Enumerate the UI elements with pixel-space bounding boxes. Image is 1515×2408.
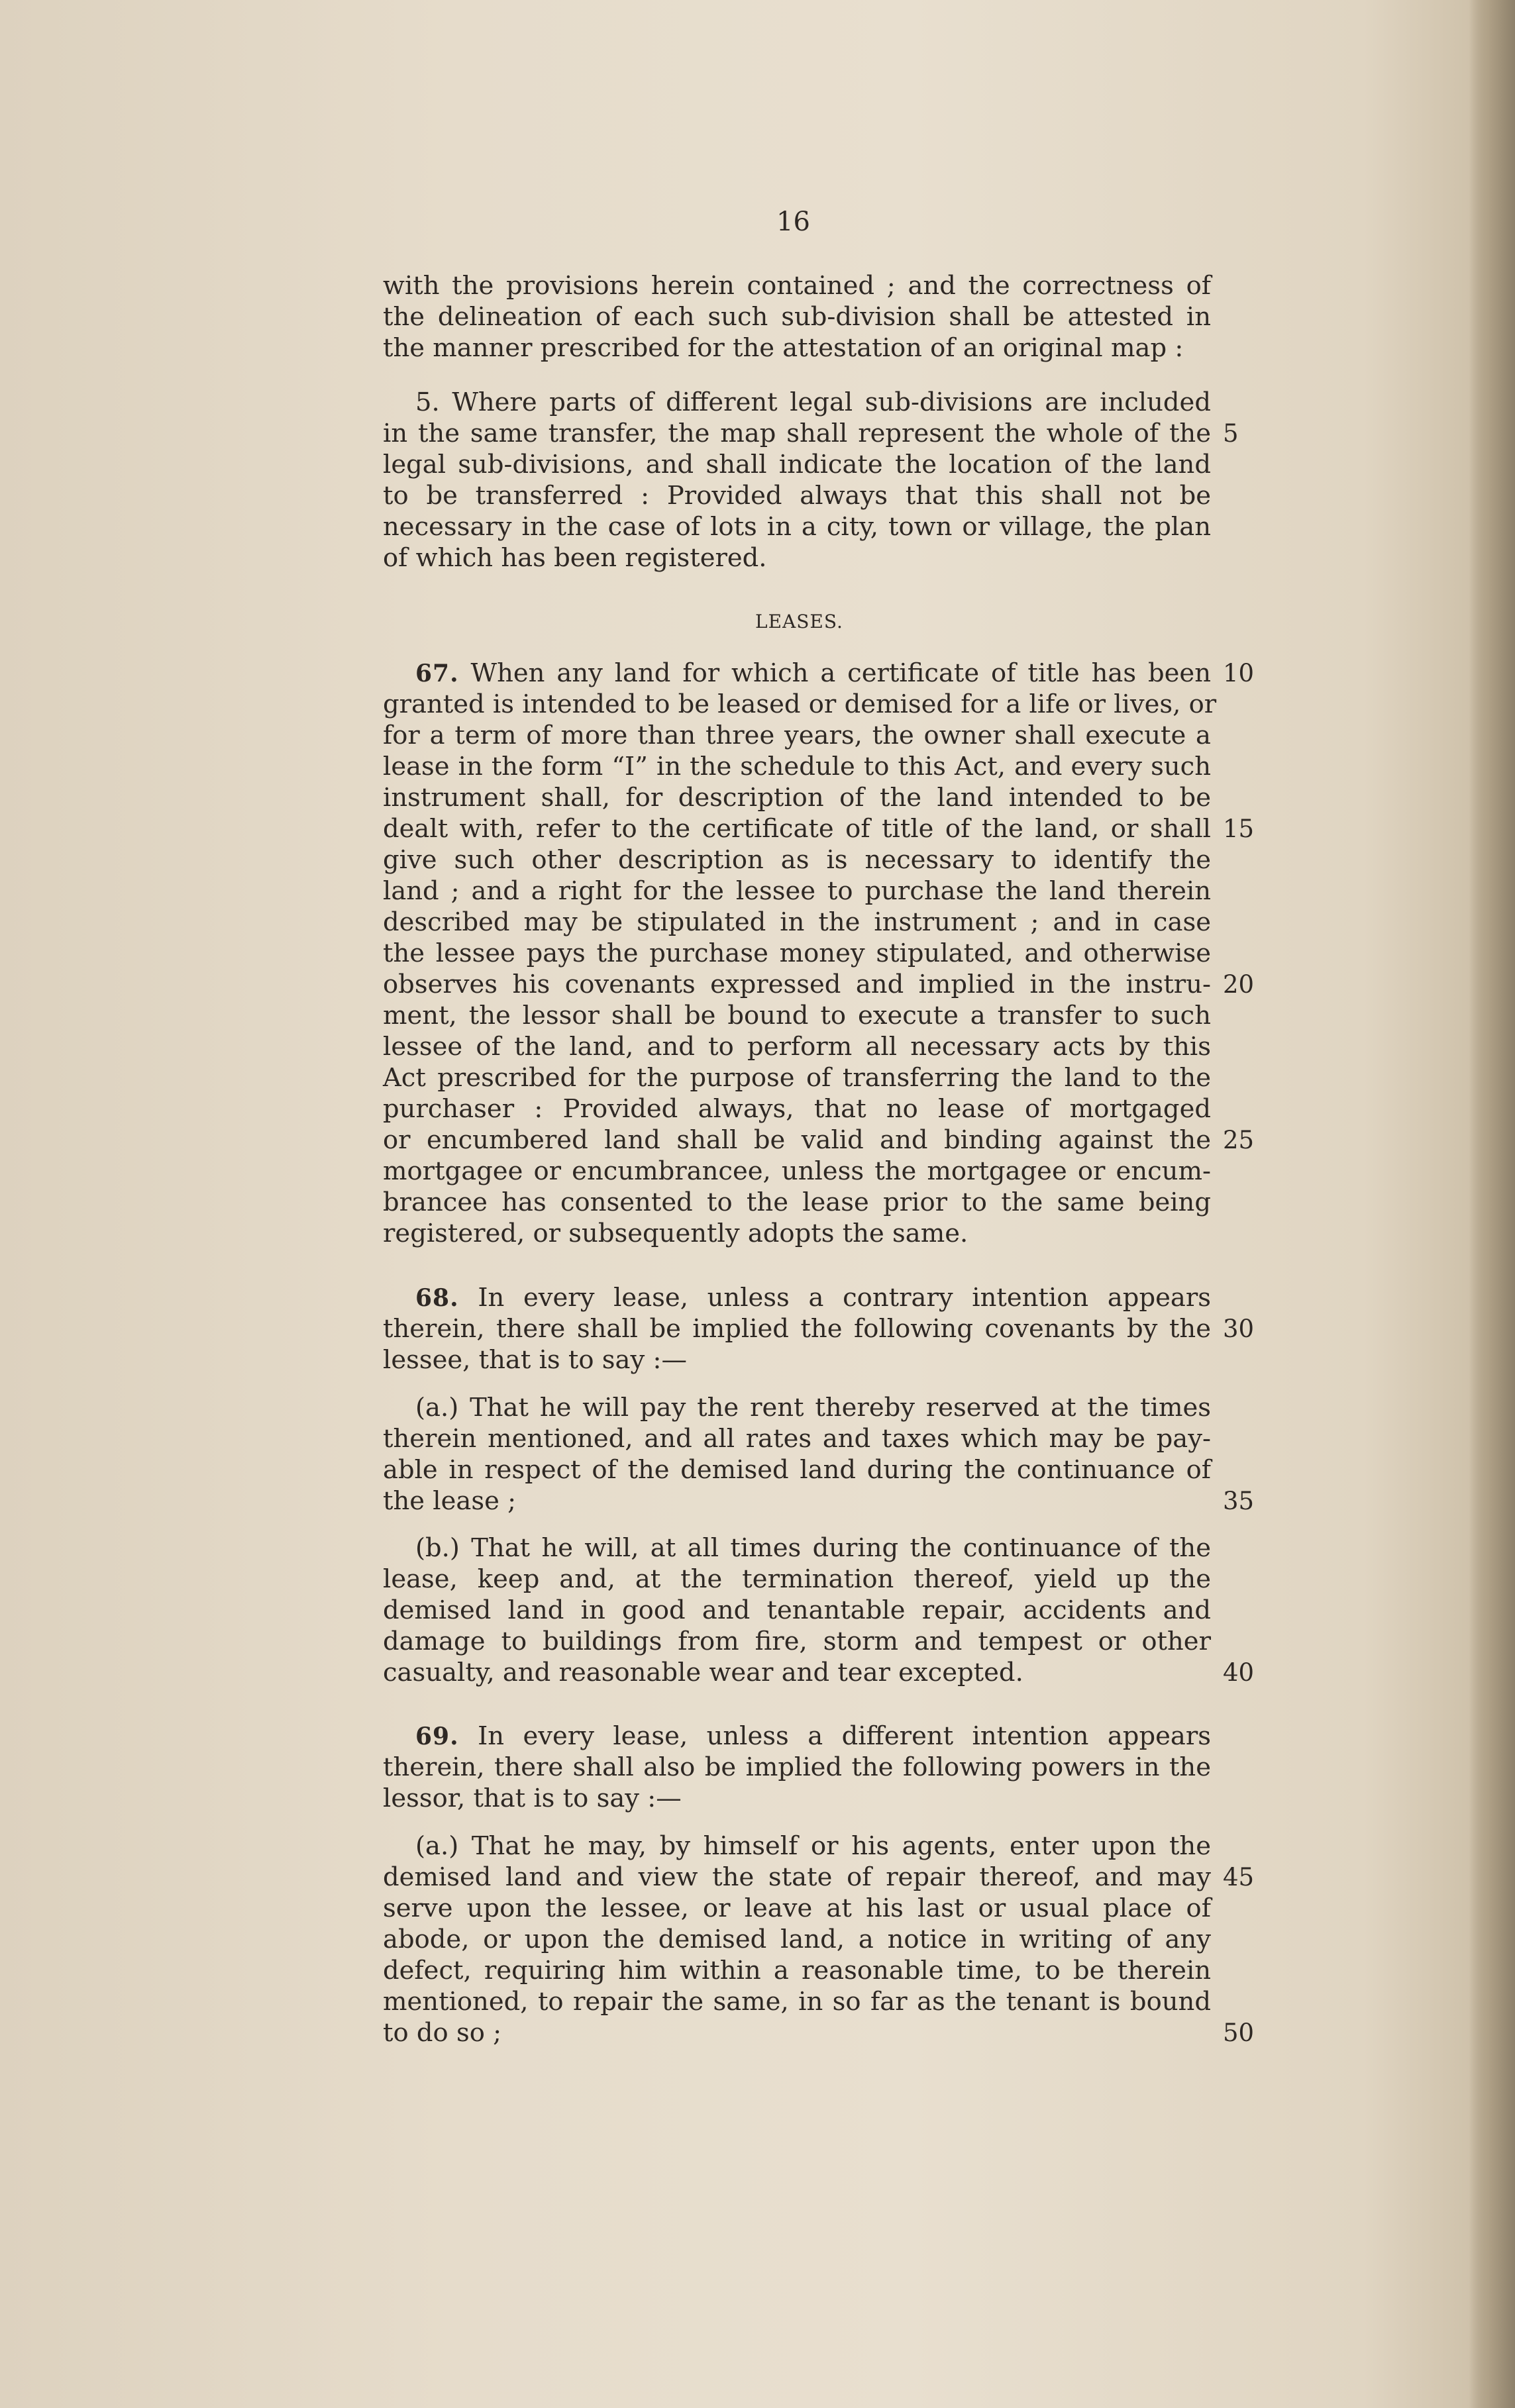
margin-number: 45 [1223, 1863, 1255, 1891]
text-line: therein, there shall also be implied the following powers in the [383, 1752, 1211, 1782]
text-line: lessee, that is to say :— [383, 1345, 687, 1375]
text-line: the lease ; [383, 1486, 517, 1516]
text-line: purchaser : Provided always, that no lease of mortgaged [383, 1094, 1211, 1124]
text-line: abode, or upon the demised land, a notice in writing of any [383, 1925, 1211, 1954]
text-line: land ; and a right for the lessee to purchase the land therein [383, 876, 1211, 906]
text-line: 69. In every lease, unless a different intention appears [415, 1721, 1211, 1751]
text-line: mentioned, to repair the same, in so far as the tenant is bound [383, 1987, 1211, 2017]
text-line: therein mentioned, and all rates and taxes which may be pay- [383, 1424, 1211, 1454]
margin-number: 35 [1223, 1487, 1255, 1515]
text-line: observes his covenants expressed and implied in the instru- [383, 970, 1211, 999]
text-line: 67. When any land for which a certificate of title has been [415, 658, 1211, 688]
text-line: lease, keep and, at the termination thereof, yield up the [383, 1564, 1211, 1594]
text-line: ment, the lessor shall be bound to execute a transfer to such [383, 1001, 1211, 1030]
section-number: 69. [415, 1723, 459, 1750]
text-line: in the same transfer, the map shall represent the whole of the [383, 419, 1211, 448]
text-line: the delineation of each such sub-division shall be attested in [383, 302, 1211, 332]
text-line: serve upon the lessee, or leave at his last or usual place of [383, 1893, 1211, 1923]
text-line: the manner prescribed for the attestation of an original map : [383, 333, 1184, 363]
page-number: 16 [776, 207, 810, 237]
text-line: give such other description as is necessary to identify the [383, 845, 1211, 875]
section-number: 67. [415, 660, 459, 687]
text-line: lease in the form “I” in the schedule to this Act, and every such [383, 752, 1211, 781]
section-number: 68. [415, 1284, 459, 1312]
margin-number: 50 [1223, 2019, 1255, 2047]
text-line: for a term of more than three years, the owner shall execute a [383, 721, 1211, 750]
text-line: or encumbered land shall be valid and binding against the [383, 1125, 1211, 1155]
text-line: of which has been registered. [383, 543, 767, 573]
text-line: demised land in good and tenantable repair, accidents and [383, 1595, 1211, 1625]
text-line: to be transferred : Provided always that this shall not be [383, 481, 1211, 511]
text-line: brancee has consented to the lease prior to the same being [383, 1187, 1211, 1217]
text-line: defect, requiring him within a reasonable time, to be therein [383, 1956, 1211, 1985]
margin-number: 40 [1223, 1658, 1255, 1687]
text-line: casualty, and reasonable wear and tear excepted. [383, 1658, 1023, 1687]
text-line: demised land and view the state of repair thereof, and may [383, 1862, 1211, 1892]
text-line: necessary in the case of lots in a city, town or village, the plan [383, 512, 1211, 542]
text-line: to do so ; [383, 2018, 502, 2048]
text-line: mortgagee or encumbrancee, unless the mortgagee or encum- [383, 1156, 1211, 1186]
text-line: lessor, that is to say :— [383, 1783, 682, 1813]
margin-number: 5 [1223, 419, 1239, 448]
text-line: (b.) That he will, at all times during the continuance of the [415, 1533, 1211, 1563]
text-line: the lessee pays the purchase money stipulated, and otherwise [383, 938, 1211, 968]
text-line: therein, there shall be implied the following covenants by the [383, 1314, 1211, 1344]
margin-number: 30 [1223, 1315, 1255, 1343]
margin-number: 20 [1223, 970, 1255, 999]
text-line: registered, or subsequently adopts the same. [383, 1219, 968, 1248]
text-line: damage to buildings from fire, storm and tempest or other [383, 1627, 1211, 1656]
text-line: 5. Where parts of different legal sub-divisions are included [415, 387, 1211, 417]
text-line: (a.) That he will pay the rent thereby reserved at the times [415, 1393, 1211, 1423]
text-line: able in respect of the demised land during the continuance of [383, 1455, 1211, 1485]
text-line: lessee of the land, and to perform all necessary acts by this [383, 1032, 1211, 1062]
margin-number: 25 [1223, 1126, 1255, 1154]
text-line: legal sub-divisions, and shall indicate the location of the land [383, 450, 1211, 479]
text-line: granted is intended to be leased or demised for a life or lives, or [383, 689, 1217, 719]
text-line: with the provisions herein contained ; and the correctness of [383, 271, 1211, 301]
text-line: Act prescribed for the purpose of transferring the land to the [383, 1063, 1211, 1093]
section-heading: LEASES. [755, 611, 843, 632]
text-line: instrument shall, for description of the land intended to be [383, 783, 1211, 813]
text-line: (a.) That he may, by himself or his agents, enter upon the [415, 1831, 1211, 1861]
margin-number: 10 [1223, 659, 1255, 687]
margin-number: 15 [1223, 815, 1255, 843]
text-line: dealt with, refer to the certificate of title of the land, or shall [383, 814, 1211, 844]
text-line: 68. In every lease, unless a contrary intention appears [415, 1283, 1211, 1313]
text-line: described may be stipulated in the instrument ; and in case [383, 907, 1211, 937]
page-edge-shadow [1469, 0, 1515, 2408]
